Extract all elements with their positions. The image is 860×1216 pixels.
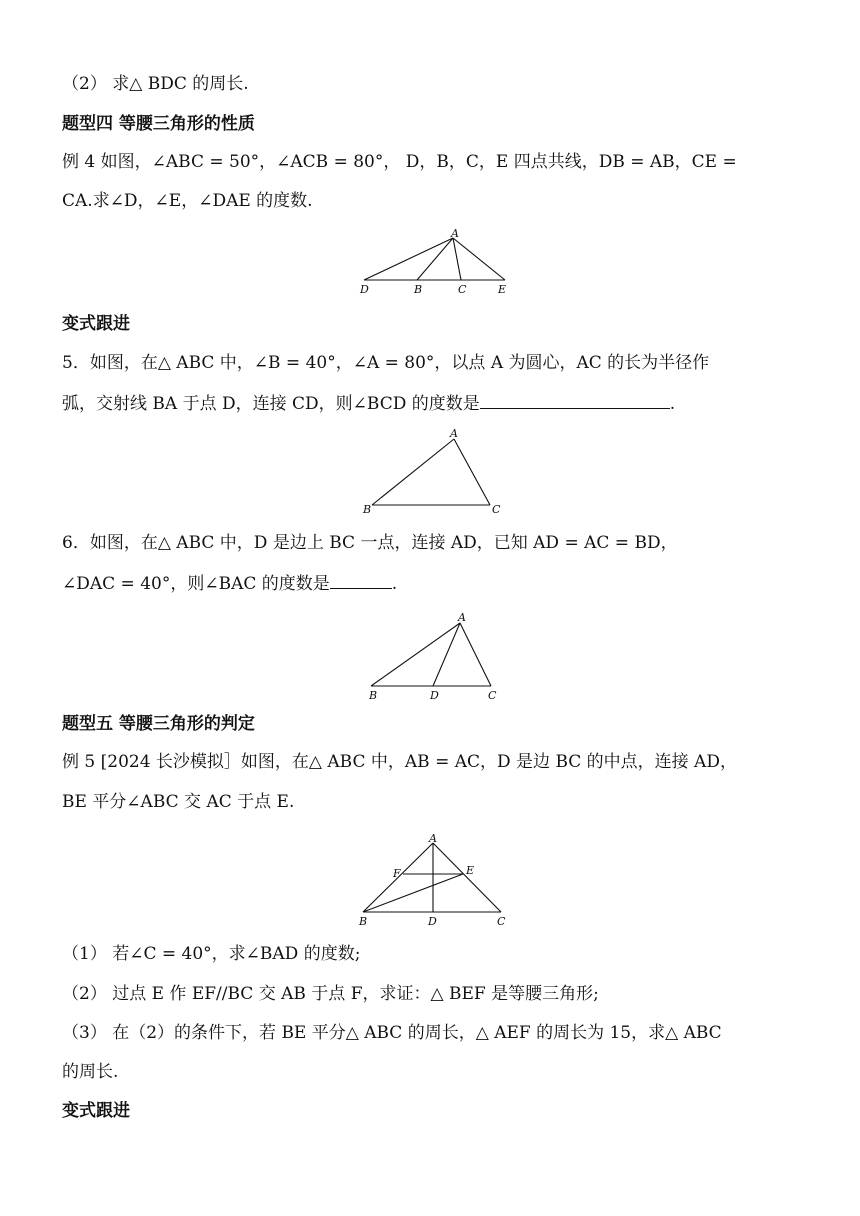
fig4-label-d: D [428,915,437,928]
variant-heading-1: 变式跟进 [62,314,130,334]
section-heading-type4: 题型四 等腰三角形的性质 [62,114,255,134]
fig1-label-d: D [360,283,369,296]
figure-problem-5 [360,425,510,520]
example-4-line1: 例 4 如图，∠ABC = 50°，∠ACB = 80°， D，B，C，E 四点共线，DB = AB，CE = [62,152,737,172]
fig4-label-f: F [393,867,401,880]
fig2-label-a: A [450,427,458,440]
fig2-label-b: B [363,503,372,516]
fig1-label-a: A [451,227,459,240]
variant-heading-2: 变式跟进 [62,1101,130,1121]
subquestion-2: （2） 过点 E 作 EF//BC 交 AB 于点 F，求证：△ BEF 是等腰三角形; [62,984,599,1004]
example-5-line1: 例 5 [2024 长沙模拟］如图，在△ ABC 中，AB = AC，D 是边 BC 的中点，连接 AD， [62,752,737,772]
fig4-label-c: C [497,915,506,928]
fig4-label-a: A [429,832,437,845]
problem-6-line2 [62,571,397,596]
fig3-label-c: C [488,689,497,702]
problem-5-period: . [669,394,676,414]
problem-5-line2 [62,391,675,416]
fig4-label-b: B [359,915,368,928]
problem-6-text: ∠DAC = 40°，则∠BAC 的度数是 [62,574,330,594]
example-5-line2: BE 平分∠ABC 交 AC 于点 E. [62,792,295,812]
problem-5-text: 弧，交射线 BA 于点 D，连接 CD，则∠BCD 的度数是 [62,394,480,414]
fig1-label-b: B [414,283,423,296]
answer-blank-5 [480,391,670,409]
problem-6-line1: 6．如图，在△ ABC 中，D 是边上 BC 一点，连接 AD，已知 AD = AC = BD， [62,533,678,553]
fig1-label-e: E [498,283,507,296]
section-heading-type5: 题型五 等腰三角形的判定 [62,714,255,734]
figure-example-5 [355,830,525,930]
fig3-label-d: D [430,689,439,702]
question-2-text: （2） 求△ BDC 的周长. [62,74,249,94]
figure-example-4 [355,228,515,298]
fig4-label-e: E [466,864,475,877]
figure-problem-6 [364,606,514,701]
fig1-label-c: C [458,283,467,296]
example-4-line2: CA.求∠D，∠E，∠DAE 的度数. [62,191,313,211]
fig3-label-a: A [458,611,466,624]
answer-blank-6 [330,571,392,589]
problem-6-period: . [391,574,398,594]
fig3-label-b: B [369,689,378,702]
problem-5-line1: 5．如图，在△ ABC 中，∠B = 40°，∠A = 80°，以点 A 为圆心，AC 的长为半径作 [62,353,710,373]
subquestion-1: （1） 若∠C = 40°，求∠BAD 的度数; [62,944,361,964]
subquestion-3-line2: 的周长. [62,1062,119,1082]
subquestion-3-line1: （3） 在（2）的条件下，若 BE 平分△ ABC 的周长，△ AEF 的周长为 15，求△ ABC [62,1023,722,1043]
fig2-label-c: C [492,503,501,516]
